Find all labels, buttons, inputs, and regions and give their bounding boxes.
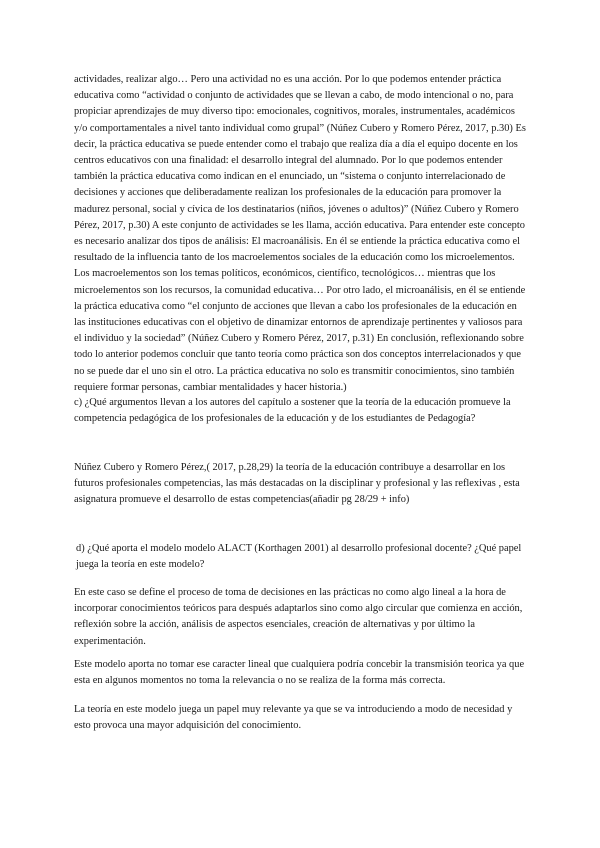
answer-d-paragraph-1: En este caso se define el proceso de toma de decisiones en las prácticas no como algo lineal a la hora de incorporar conocimientos teóricos para después adaptarlos sino como algo circular que comienza en acción, reflexión sobre la acción, análisis de aspectos esenciales, creación de alternativas y por último la experimentación. <box>74 587 523 647</box>
answer-d-paragraph-3: La teoría en este modelo juega un papel muy relevante ya que se va introduciendo a modo de necesidad y esto provoca una mayor adquisición del conocimiento. <box>74 704 513 732</box>
question-c: c) ¿Qué argumentos llevan a los autores del capítulo a sostener que la teoría de la educación promueve la competencia pedagógica de los profesionales de la educación y de los estudiantes de Pedagogía? <box>74 397 511 425</box>
answer-d-paragraph-2: Este modelo aporta no tomar ese caracter lineal que cualquiera podría concebir la transmisión teorica ya que esta en algunos momentos no toma la relevancia o no se realiza de la forma más correcta. <box>74 659 525 687</box>
intro-paragraph: actividades, realizar algo… Pero una actividad no es una acción. Por lo que podemos entender práctica educativa como “actividad o conjunto de actividades que se llevan a cabo, de modo intencional o no, para propiciar aprendizajes de muy diverso tipo: emocionales, cognitivos, morales, instrumentales, académicos y/o comportamentales a nivel tanto individual como grupal” (Núñez Cubero y Romero Pérez, 2017, p.30) Es decir, la práctica educativa se puede entender como el trabajo que realiza día a día el equipo docente en los centros educativos con una finalidad: el desarrollo integral del alumnado. Por lo que podemos entender también la práctica educativa como indican en el enunciado, un “sistema o conjunto interrelacionado de decisiones y acciones que deliberadamente realizan los profesionales de la educación para promover la madurez personal, social y cívica de los destinatarios (niños, jóvenes o adultos)” (Núñez Cubero y Romero Pérez, 2017, p.30) A este conjunto de actividades se les llama, acción educativa. Para entender este concepto es necesario analizar dos tipos de análisis: El macroanálisis. En él se entiende la práctica educativa como el resultado de la influencia tanto de los macroelementos sociales de la educación como los microelementos. Los macroelementos son los temas políticos, económicos, científico, tecnológicos… mientras que los microelementos son los recursos, la comunidad educativa… Por otro lado, el microanálisis, en él se entiende la práctica educativa como “el conjunto de acciones que llevan a cabo los profesionales de la educación en las instituciones educativas con el objetivo de dinamizar entornos de aprendizaje pertinentes y valiosos para el individuo y la sociedad” (Núñez Cubero y Romero Pérez, 2017, p.31) En conclusión, reflexionando sobre todo lo anterior podemos concluir que tanto teoría como práctica son dos conceptos interrelacionados y que no se puede dar el uno sin el otro. La práctica educativa no solo es transmitir conocimientos, sino también requiere formar personas, cambiar mentalidades y hacer historia.) <box>74 74 526 393</box>
answer-c: Núñez Cubero y Romero Pérez,( 2017, p.28,29) la teoría de la educación contribuye a desarrollar en los futuros profesionales competencias, las más destacadas on la disciplinar y profesional y las reflexivas , esta asignatura promueve el desarrollo de estas competencias(añadir pg 28/29 + info) <box>74 462 520 506</box>
question-d: d) ¿Qué aporta el modelo modelo ALACT (Korthagen 2001) al desarrollo profesional docente? ¿Qué papel juega la teoría en este modelo? <box>76 543 522 571</box>
